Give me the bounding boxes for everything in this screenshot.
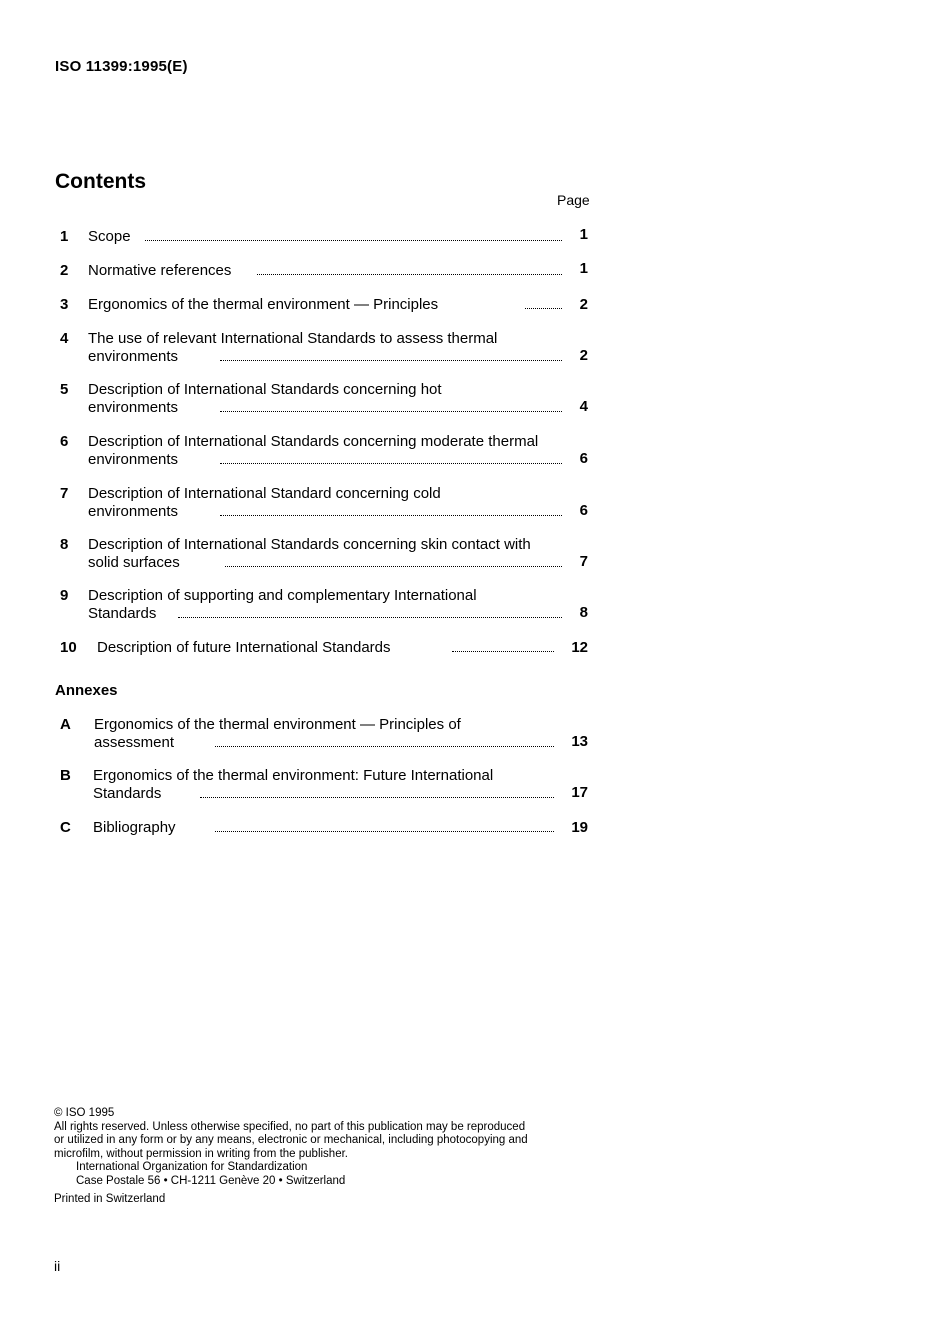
toc-entry-title-cont: environments (88, 348, 179, 365)
toc-entry-number: 9 (60, 587, 69, 604)
toc-entry-number: 2 (60, 262, 69, 279)
page-column-label: Page (557, 192, 590, 208)
toc-entry-title: Ergonomics of the thermal environment — Principles (88, 296, 439, 313)
page-number: ii (54, 1258, 61, 1274)
toc-entry-number: 5 (60, 381, 69, 398)
toc-entry-title: Description of future International Standards (97, 639, 391, 656)
toc-entry-page: 6 (579, 450, 588, 467)
toc-entry-title: Description of International Standards concerning hot (88, 381, 442, 398)
org-name: International Organization for Standardization (76, 1161, 308, 1173)
toc-leader-dots (225, 554, 562, 567)
toc-entry-title: Description of International Standards concerning moderate thermal (88, 433, 539, 450)
toc-entry-number: 4 (60, 330, 69, 347)
toc-entry-page: 12 (571, 639, 588, 656)
rights-line: microfilm, without permission in writing from the publisher. (54, 1147, 348, 1160)
copyright-notice (54, 1107, 528, 1207)
toc-entry-number: 3 (60, 296, 69, 313)
annex-title-cont: assessment (94, 734, 175, 751)
toc-leader-dots (452, 639, 554, 652)
toc-entry-number: 8 (60, 536, 69, 553)
toc-leader-dots (178, 605, 562, 618)
toc-entry-title: Description of International Standards concerning skin contact with (88, 536, 531, 553)
annex-page: 13 (571, 733, 588, 750)
toc-entry-title: Description of International Standard concerning cold (88, 485, 441, 502)
toc-entry-page: 2 (579, 347, 588, 364)
contents-title: Contents (55, 170, 146, 193)
toc-leader-dots (220, 451, 562, 464)
annex-title-cont: Standards (93, 785, 162, 802)
toc-entry-title: Description of supporting and complementary International (88, 587, 477, 604)
toc-entry-title: Scope (88, 228, 131, 245)
annex-page: 17 (571, 784, 588, 801)
org-address: Case Postale 56 • CH-1211 Genève 20 • Switzerland (76, 1174, 346, 1187)
toc-entry-page: 7 (579, 553, 588, 570)
document-header: ISO 11399:1995(E) (55, 58, 188, 75)
toc-entry-page: 6 (579, 502, 588, 519)
toc-leader-dots (220, 348, 562, 361)
rights-line: All rights reserved. Unless otherwise specified, no part of this publication may be reproduced (54, 1120, 526, 1133)
toc-entry-title-cont: environments (88, 399, 179, 416)
toc-leader-dots (145, 228, 562, 241)
toc-entry-number: 6 (60, 433, 69, 450)
toc-leader-dots (220, 399, 562, 412)
toc-leader-dots (215, 819, 554, 832)
toc-entry-title-cont: environments (88, 451, 179, 468)
annex-page: 19 (571, 819, 588, 836)
toc-entry-title-cont: solid surfaces (88, 554, 180, 571)
annex-letter: B (60, 767, 71, 784)
toc-entry-page: 8 (579, 604, 588, 621)
annexes-title: Annexes (55, 682, 118, 699)
toc-leader-dots (220, 503, 562, 516)
toc-leader-dots (257, 262, 562, 275)
toc-entry-number: 7 (60, 485, 69, 502)
toc-entry-number: 10 (60, 639, 77, 656)
toc-entry-title-cont: environments (88, 503, 179, 520)
annex-title: Bibliography (93, 819, 176, 836)
toc-entry-title: Normative references (88, 262, 232, 279)
toc-entry-number: 1 (60, 228, 69, 245)
printed-in: Printed in Switzerland (54, 1193, 166, 1205)
toc-entry-page: 1 (579, 260, 588, 277)
toc-entry-title: The use of relevant International Standards to assess thermal (88, 330, 498, 347)
toc-entry-title-cont: Standards (88, 605, 157, 622)
toc-entry-page: 2 (579, 296, 588, 313)
annex-letter: C (60, 819, 71, 836)
toc-leader-dots (200, 785, 554, 798)
copyright-line: © ISO 1995 (54, 1107, 115, 1119)
toc-entry-page: 1 (579, 226, 588, 243)
toc-leader-dots (525, 296, 562, 309)
annex-title: Ergonomics of the thermal environment: Future International (93, 767, 494, 784)
annex-letter: A (60, 716, 71, 733)
rights-line: or utilized in any form or by any means, electronic or mechanical, including photocopying and (54, 1134, 528, 1146)
toc-entry-page: 4 (579, 398, 588, 415)
annex-title: Ergonomics of the thermal environment — Principles of (94, 716, 461, 733)
toc-leader-dots (215, 734, 554, 747)
